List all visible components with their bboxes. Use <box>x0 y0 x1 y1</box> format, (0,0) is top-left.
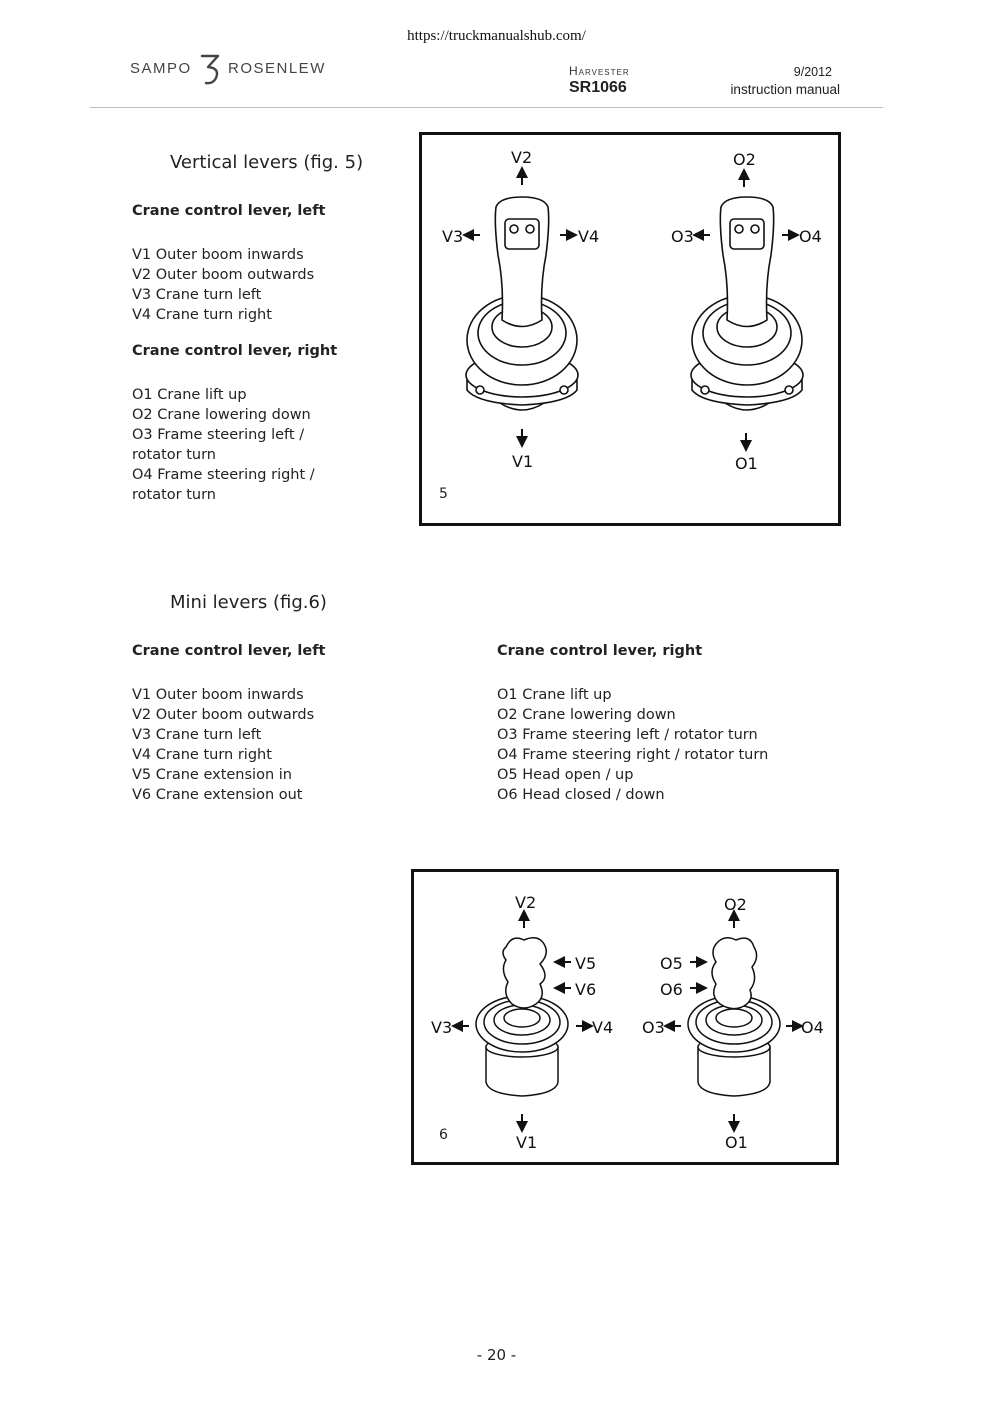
list-item: O1 Crane lift up <box>497 687 612 703</box>
label-o2: O2 <box>724 895 747 914</box>
mini-right-lever-title: Crane control lever, right <box>497 643 703 659</box>
label-o1: O1 <box>735 454 758 473</box>
list-item: O2 Crane lowering down <box>497 707 676 723</box>
list-item: O4 Frame steering right / rotator turn <box>497 747 769 763</box>
list-item: V4 Crane turn right <box>132 307 272 323</box>
label-o4: O4 <box>801 1018 824 1037</box>
list-item: O3 Frame steering left / rotator turn <box>497 727 758 743</box>
source-url[interactable]: https://truckmanualshub.com/ <box>407 28 586 44</box>
label-o2: O2 <box>733 150 756 169</box>
list-item: V3 Crane turn left <box>132 287 262 303</box>
vertical-right-lever-title: Crane control lever, right <box>132 343 338 359</box>
right-joystick-icon <box>691 197 803 410</box>
label-v6: V6 <box>575 980 597 999</box>
figure-number: 6 <box>439 1127 448 1143</box>
list-item: O3 Frame steering left / <box>132 427 305 443</box>
list-item: rotator turn <box>132 447 216 463</box>
list-item: V2 Outer boom outwards <box>132 707 315 723</box>
figure-6-mini-levers <box>411 869 839 1165</box>
logo-text-right: ROSENLEW <box>228 60 326 77</box>
left-joystick-icon <box>466 197 578 410</box>
logo-text-left: SAMPO <box>130 60 192 77</box>
list-item: O6 Head closed / down <box>497 787 665 803</box>
list-item: V5 Crane extension in <box>132 767 292 783</box>
list-item: V1 Outer boom inwards <box>132 247 304 263</box>
page-number: - 20 - <box>476 1346 517 1364</box>
vertical-right-lever-list <box>132 385 315 505</box>
mini-levers-drawing <box>414 872 836 1162</box>
label-o5: O5 <box>660 954 683 973</box>
label-v4: V4 <box>592 1018 614 1037</box>
figure-5-vertical-levers <box>419 132 841 526</box>
left-mini-lever-icon <box>476 938 568 1096</box>
list-item: V2 Outer boom outwards <box>132 267 315 283</box>
list-item: O4 Frame steering right / <box>132 467 315 483</box>
list-item: O5 Head open / up <box>497 767 634 783</box>
list-item: V4 Crane turn right <box>132 747 272 763</box>
header-divider <box>90 107 883 108</box>
label-v2: V2 <box>511 148 533 167</box>
mini-left-lever-list <box>132 685 314 805</box>
label-o6: O6 <box>660 980 683 999</box>
label-o1: O1 <box>725 1133 748 1152</box>
mini-left-lever-title: Crane control lever, left <box>132 643 326 659</box>
list-item: rotator turn <box>132 487 216 503</box>
logo-mark-icon <box>196 52 226 86</box>
mini-right-lever-list <box>497 685 768 805</box>
vertical-levers-title: Vertical levers (fig. 5) <box>170 152 364 173</box>
label-v4: V4 <box>578 227 600 246</box>
header-manual-type: instruction manual <box>730 82 840 97</box>
label-v1: V1 <box>512 452 534 471</box>
label-v3: V3 <box>431 1018 453 1037</box>
vertical-left-lever-list <box>132 245 314 325</box>
label-v3: V3 <box>442 227 464 246</box>
list-item: V1 Outer boom inwards <box>132 687 304 703</box>
header-date: 9/2012 <box>793 65 832 79</box>
label-v1: V1 <box>516 1133 538 1152</box>
header-product: Harvester <box>569 64 630 78</box>
vertical-left-lever-title: Crane control lever, left <box>132 203 326 219</box>
list-item: O2 Crane lowering down <box>132 407 311 423</box>
figure-number: 5 <box>439 486 448 502</box>
label-o4: O4 <box>799 227 822 246</box>
vertical-levers-drawing <box>422 135 838 523</box>
label-o3: O3 <box>671 227 694 246</box>
header-model: SR1066 <box>569 79 627 96</box>
label-v2: V2 <box>515 893 537 912</box>
sampo-rosenlew-logo <box>130 54 340 90</box>
label-v5: V5 <box>575 954 597 973</box>
list-item: V6 Crane extension out <box>132 787 303 803</box>
label-o3: O3 <box>642 1018 665 1037</box>
list-item: V3 Crane turn left <box>132 727 262 743</box>
mini-levers-title: Mini levers (fig.6) <box>170 592 327 613</box>
list-item: O1 Crane lift up <box>132 387 247 403</box>
